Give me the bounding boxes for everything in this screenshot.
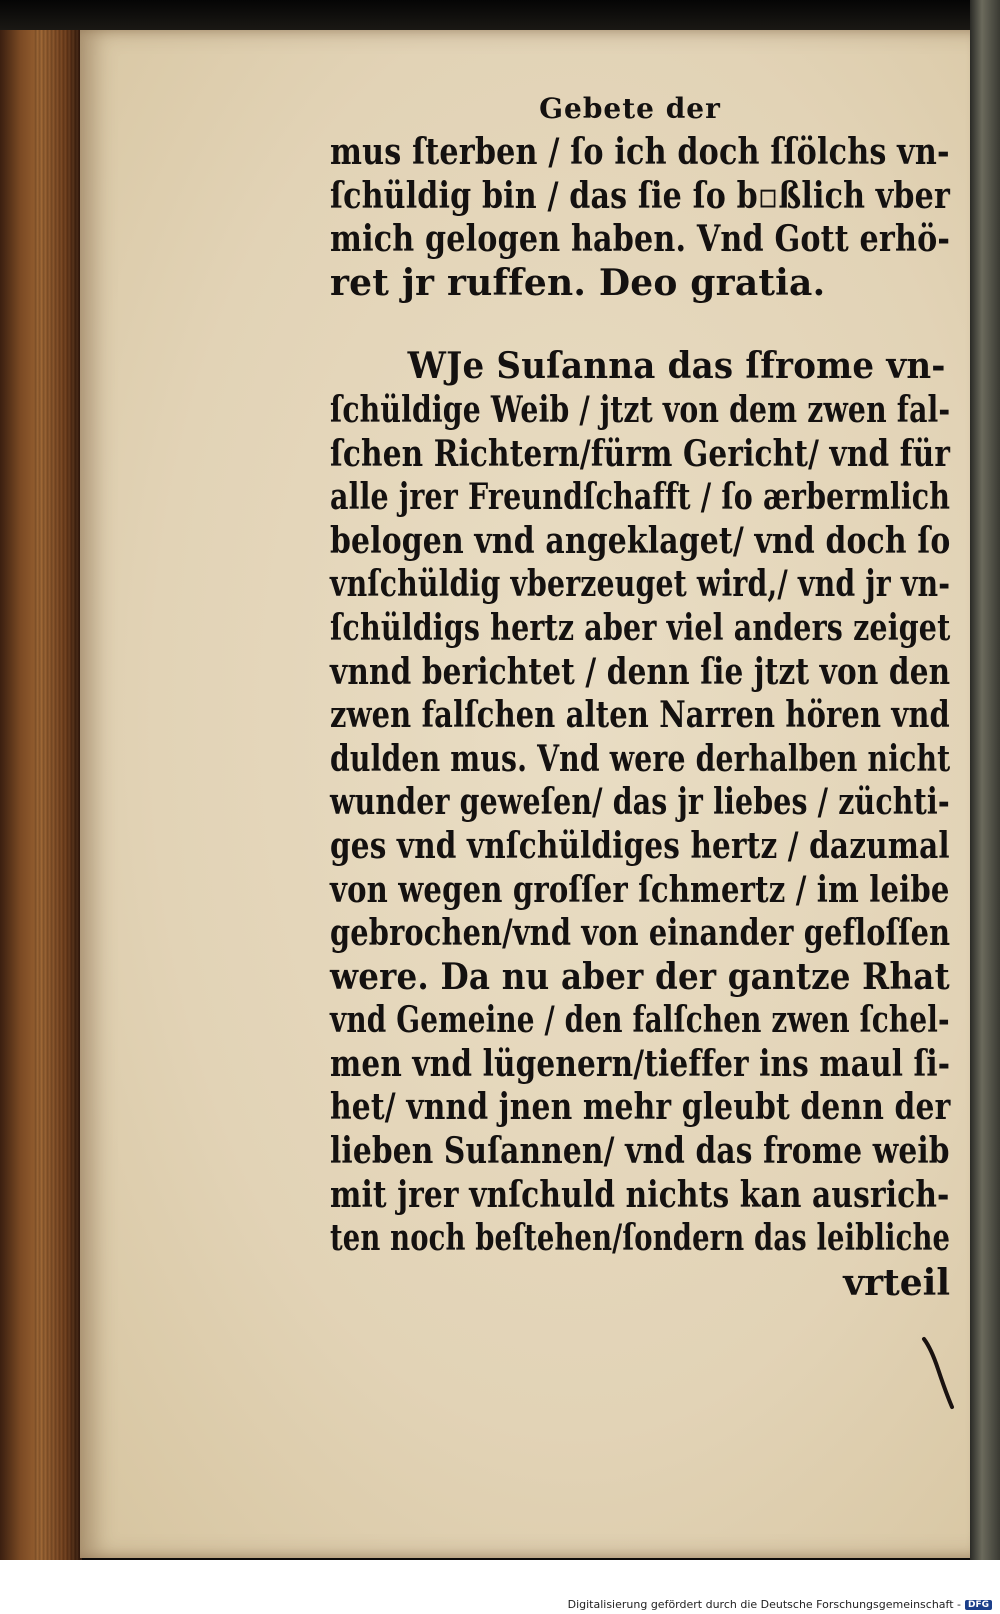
text-line: lieben Suſannen/ vnd das frome weib bbox=[330, 1130, 950, 1173]
text-line: were. Da nu aber der gantze Rhat bbox=[330, 955, 950, 998]
credit-text: Digitalisierung gefördert durch die Deutsche Forschungsgemeinschaft - bbox=[567, 1598, 961, 1611]
text-line: het/ vnnd jnen mehr gleubt denn der bbox=[330, 1086, 951, 1129]
ink-mark-icon bbox=[920, 1335, 960, 1415]
text-line: von wegen groſſer ſchmertz / im leibe bbox=[330, 868, 950, 911]
text-line: ſchen Richtern/fürm Gericht/ vnd für bbox=[330, 432, 951, 475]
text-line: mich gelogen haben. Vnd Gott erhö‑ bbox=[330, 218, 951, 261]
text-line: ges vnd vnſchüldiges hertz / dazumal bbox=[330, 824, 950, 867]
paragraph-gap bbox=[330, 305, 970, 345]
right-page-edge bbox=[970, 0, 1000, 1560]
text-line: vnd Gemeine / den falſchen zwen ſchel‑ bbox=[330, 999, 950, 1042]
page-text bbox=[330, 92, 970, 1305]
text-line: mus ſterben / ſo ich doch ſſölchs vn‑ bbox=[330, 131, 950, 173]
text-line: dulden mus. Vnd were derhalben nicht bbox=[330, 737, 951, 780]
text-line: zwen falſchen alten Narren hören vnd bbox=[330, 694, 950, 737]
text-line: ſchüldige Weib / jtzt von dem zwen fal‑ bbox=[330, 388, 951, 431]
dfg-logo: DFG bbox=[965, 1600, 992, 1610]
paragraph-2 bbox=[330, 345, 970, 1260]
text-line: men vnd lügenern/tieffer ins maul ſi‑ bbox=[330, 1042, 951, 1085]
running-head: Gebete der bbox=[539, 92, 721, 125]
digitization-credit bbox=[568, 1598, 992, 1611]
text-line: mit jrer vnſchuld nichts kan ausrich‑ bbox=[330, 1173, 950, 1216]
text-line: belogen vnd angeklaget/ vnd doch ſo bbox=[330, 519, 951, 562]
text-line: wunder geweſen/ das jr liebes / züchti‑ bbox=[330, 781, 950, 824]
text-line: gebrochen/vnd von einander gefloſſen bbox=[330, 912, 951, 955]
text-line: alle jrer Freundſchafft / ſo ærbermlich bbox=[330, 476, 951, 519]
page-block-edge bbox=[34, 30, 82, 1560]
text-line: vnnd berichtet / denn ſie jtzt von den bbox=[330, 650, 951, 693]
text-line: vnſchüldig vberzeuget wird,/ vnd jr vn‑ bbox=[330, 563, 951, 606]
top-edge bbox=[0, 0, 1000, 30]
paragraph-1 bbox=[330, 131, 970, 305]
text-line: ten noch beſtehen/ſondern das leibliche bbox=[330, 1217, 951, 1260]
text-line: ſchüldig bin / das ſie ſo b▫ßlich vber bbox=[330, 174, 950, 217]
text-line: ſchüldigs hertz aber viel anders zeiget bbox=[330, 606, 951, 649]
catchword: vrteil bbox=[843, 1261, 950, 1304]
text-line: WJe Suſanna das ſfrome vn‑ bbox=[407, 345, 946, 388]
text-line: ret jr ruffen. Deo gratia. bbox=[330, 261, 826, 304]
